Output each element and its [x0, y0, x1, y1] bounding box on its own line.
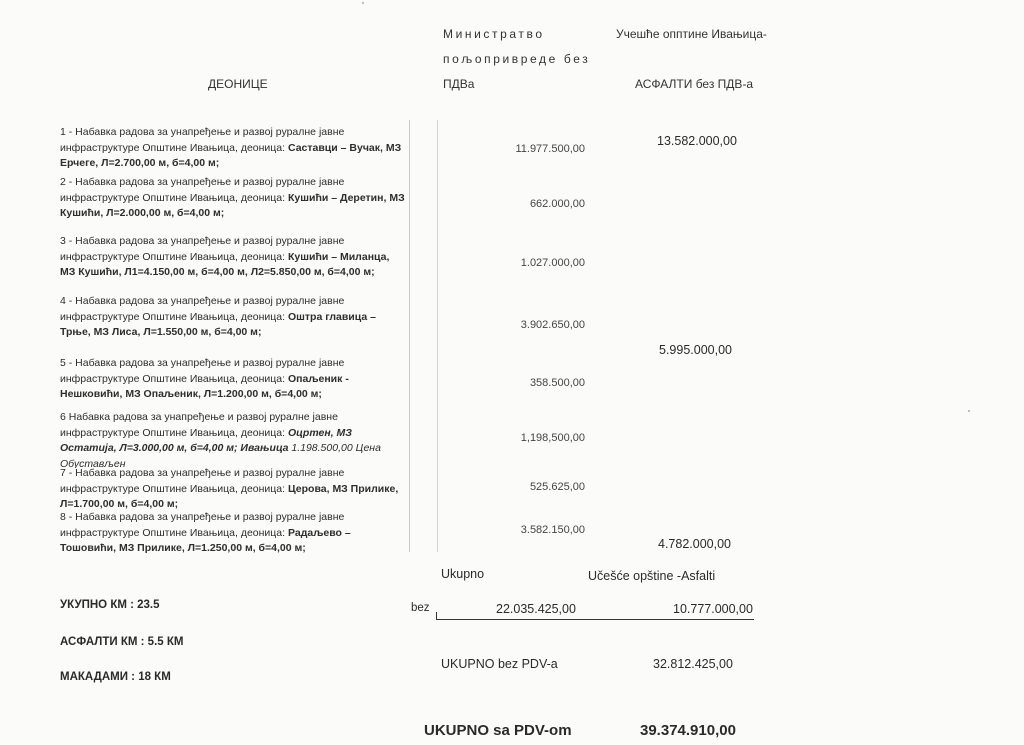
row-4-ministry-amount: 3.902.650,00: [520, 319, 585, 331]
row-7-ministry-amount: 525.625,00: [529, 481, 585, 493]
summary-macadam-km: МАКАДАМИ : 18 КМ: [60, 671, 171, 683]
header-ministry-line1: Министратво: [443, 27, 545, 41]
total-with-vat-value: 39.374.910,00: [640, 722, 736, 739]
row-5-ministry-amount: 358.500,00: [529, 377, 585, 389]
row-7-description: 7 - Набавка радова за унапређење и развој руралне јавне инфраструктуре Општине Ивањица, деоница: Церова, МЗ Прилике, Л=1.700,00 м, б=4,00 м;: [60, 467, 399, 510]
row-2-ministry-amount: 662.000,00: [529, 198, 585, 210]
row-8-description: 8 - Набавка радова за унапређење и развој руралне јавне инфраструктуре Општине Ивањица, деоница: Радаљево – Тошовићи, МЗ Прилике, Л=1.250,00 м, б=4,00 м;: [60, 511, 351, 554]
totals-tick: [436, 612, 437, 620]
header-ministry-line3: ПДВа: [443, 77, 475, 91]
municipality-total: 10.777.000,00: [673, 602, 753, 616]
header-sections: ДЕОНИЦЕ: [208, 77, 268, 91]
summary-asphalt-km: АСФАЛТИ КМ : 5.5 КМ: [60, 636, 184, 648]
row-8-ministry-amount: 3.582.150,00: [520, 524, 585, 536]
totals-underline: [436, 619, 754, 620]
column-divider-left: [409, 120, 410, 552]
total-no-vat-label: UKUPNO bez PDV-a: [441, 657, 558, 671]
municipality-amount-1: 13.582.000,00: [657, 134, 737, 148]
header-ministry-line2: пољопривреде без: [443, 52, 591, 66]
header-municipality-line2: АСФАЛТИ без ПДВ-а: [635, 77, 754, 91]
scan-speck: [968, 410, 970, 412]
row-3-description: 3 - Набавка радова за унапређење и развој руралне јавне инфраструктуре Општине Ивањица, деоница: Кушићи – Миланца, МЗ Кушићи, Л1=4.150,00 м, б=4,00 м, Л2=5.850,00 м, б=4,00 м;: [60, 235, 390, 278]
total-with-vat-label: UKUPNO sa PDV-om: [424, 722, 572, 739]
total-no-vat-value: 32.812.425,00: [653, 657, 733, 671]
row-6-ministry-amount: 1,198,500,00: [520, 432, 585, 444]
row-3-ministry-amount: 1.027.000,00: [520, 257, 585, 269]
row-4-description: 4 - Набавка радова за унапређење и развој руралне јавне инфраструктуре Општине Ивањица, деоница: Оштра главица – Трње, МЗ Лиса, Л=1.550,00 м, б=4,00 м;: [60, 295, 376, 338]
municipality-amount-3: 4.782.000,00: [658, 537, 731, 551]
row-1-ministry-amount: 11.977.500,00: [515, 143, 585, 155]
total-label-bez: bez: [411, 602, 430, 614]
column-divider-right: [437, 120, 438, 552]
total-label-ukupno: Ukupno: [441, 567, 485, 581]
header-municipality-line1: Учешће опптине Ивањица-: [616, 27, 767, 41]
row-6-description: 6 Набавка радова за унапређење и развој руралне јавне инфраструктуре Општине Ивањица, деоница: Оцртен, МЗ Остатија, Л=3.000,00 м, б=4,00 м; Ивањица 1.198.500,00 Цена Обустављен: [60, 411, 381, 468]
row-1-description: 1 - Набавка радова за унапређење и развој руралне јавне инфраструктуре Општине Ивањица, деоница: Саставци – Вучак, МЗ Ерчеге, Л=2.700,00 м, б=4,00 м;: [60, 126, 402, 169]
ministry-total: 22.035.425,00: [496, 602, 576, 616]
total-label-ucesce: Učešće opštine -Asfalti: [588, 569, 716, 583]
summary-total-km: УКУПНО КМ : 23.5: [60, 599, 160, 611]
row-2-description: 2 - Набавка радова за унапређење и развој руралне јавне инфраструктуре Општине Ивањица, деоница: Кушићи – Деретин, МЗ Кушићи, Л=2.000,00 м, б=4,00 м;: [60, 176, 405, 219]
scan-speck: [362, 2, 364, 4]
row-5-description: 5 - Набавка радова за унапређење и развој руралне јавне инфраструктуре Општине Ивањица, деоница: Опаљеник - Нешковићи, МЗ Опаљеник, Л=1.200,00 м, б=4,00 м;: [60, 357, 349, 400]
municipality-amount-2: 5.995.000,00: [659, 343, 732, 357]
